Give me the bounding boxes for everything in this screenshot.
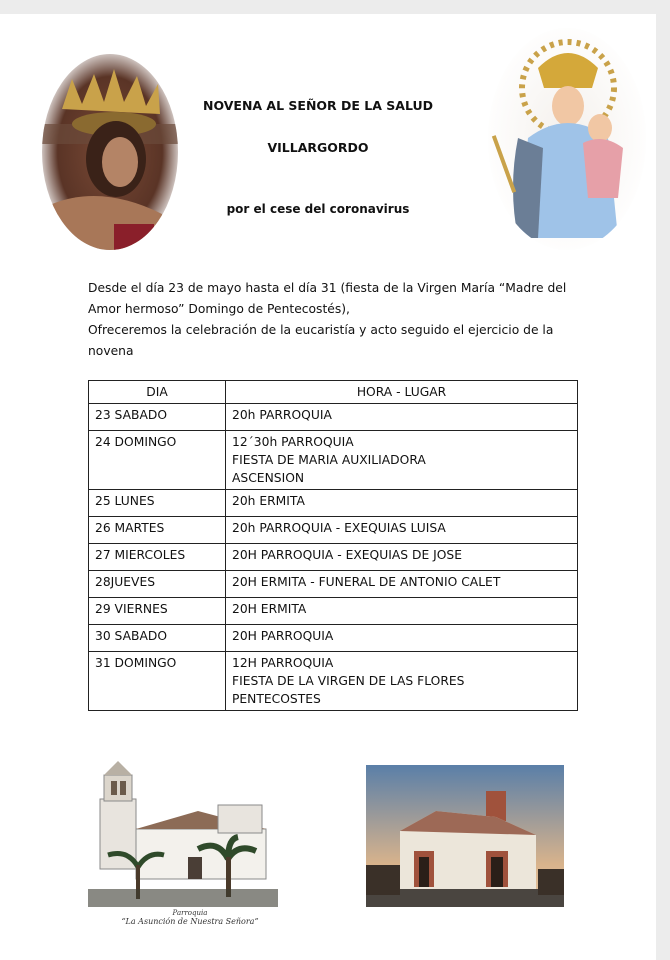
time-place-cell [226,517,578,544]
table-row [89,652,578,711]
town-name: VILLARGORDO [267,140,369,155]
day-cell: 25 LUNES [89,490,226,517]
day-cell: 27 MIERCOLES [89,544,226,571]
day-cell: 23 SABADO [89,404,226,431]
document-subtitle: por el cese del coronavirus [226,202,410,216]
cell-line: FIESTA DE LA VIRGEN DE LAS FLORES [232,674,465,688]
time-place-cell [226,431,578,490]
column-header-time-place: HORA - LUGAR [226,381,578,404]
document-title: NOVENA AL SEÑOR DE LA SALUD [202,98,434,113]
table-row [89,404,578,431]
time-place-cell [226,490,578,517]
table-row [89,490,578,517]
cell-line: ASCENSION [232,471,305,485]
table-header-row [89,381,578,404]
table-row [89,544,578,571]
table-row [89,517,578,544]
document-page [0,14,656,960]
day-cell: 26 MARTES [89,517,226,544]
day-cell: 28JUEVES [89,571,226,598]
table-row [89,571,578,598]
table-row [89,431,578,490]
cell-line: 20H ERMITA - FUNERAL DE ANTONIO CALET [232,575,501,589]
cell-line: PENTECOSTES [232,692,321,706]
virgin-image [488,28,646,250]
time-place-cell [226,652,578,711]
schedule-table [88,380,578,711]
intro-paragraph [88,278,578,362]
column-header-day: DIA [89,381,226,404]
hermitage-photo [366,765,564,907]
day-cell: 24 DOMINGO [89,431,226,490]
caption-line-2: “La Asunción de Nuestra Señora” [121,917,259,926]
cell-line: 12´30h PARROQUIA [232,435,354,449]
table-row [89,598,578,625]
cell-line: 12H PARROQUIA [232,656,334,670]
time-place-cell [226,571,578,598]
cell-line: 20H PARROQUIA - EXEQUIAS DE JOSE [232,548,463,562]
parish-caption [100,909,280,926]
cell-line: FIESTA DE MARIA AUXILIADORA [232,453,426,467]
day-cell: 30 SABADO [89,625,226,652]
cell-line: 20h PARROQUIA - EXEQUIAS LUISA [232,521,446,535]
time-place-cell [226,544,578,571]
day-cell: 29 VIERNES [89,598,226,625]
caption-line-1: Parroquia [172,909,208,917]
cell-line: 20h ERMITA [232,494,305,508]
intro-line-1: Desde el día 23 de mayo hasta el día 31 (fiesta de la Virgen María “Madre del Amor hermoso” Domingo de Pentecostés), [88,281,567,316]
time-place-cell [226,598,578,625]
time-place-cell [226,625,578,652]
parish-church-image [78,759,282,907]
day-cell: 31 DOMINGO [89,652,226,711]
intro-line-2: Ofreceremos la celebración de la eucaristía y acto seguido el ejercicio de la novena [88,323,554,358]
cell-line: 20H ERMITA [232,602,307,616]
table-row [89,625,578,652]
cell-line: 20H PARROQUIA [232,629,334,643]
time-place-cell [226,404,578,431]
cell-line: 20h PARROQUIA [232,408,332,422]
